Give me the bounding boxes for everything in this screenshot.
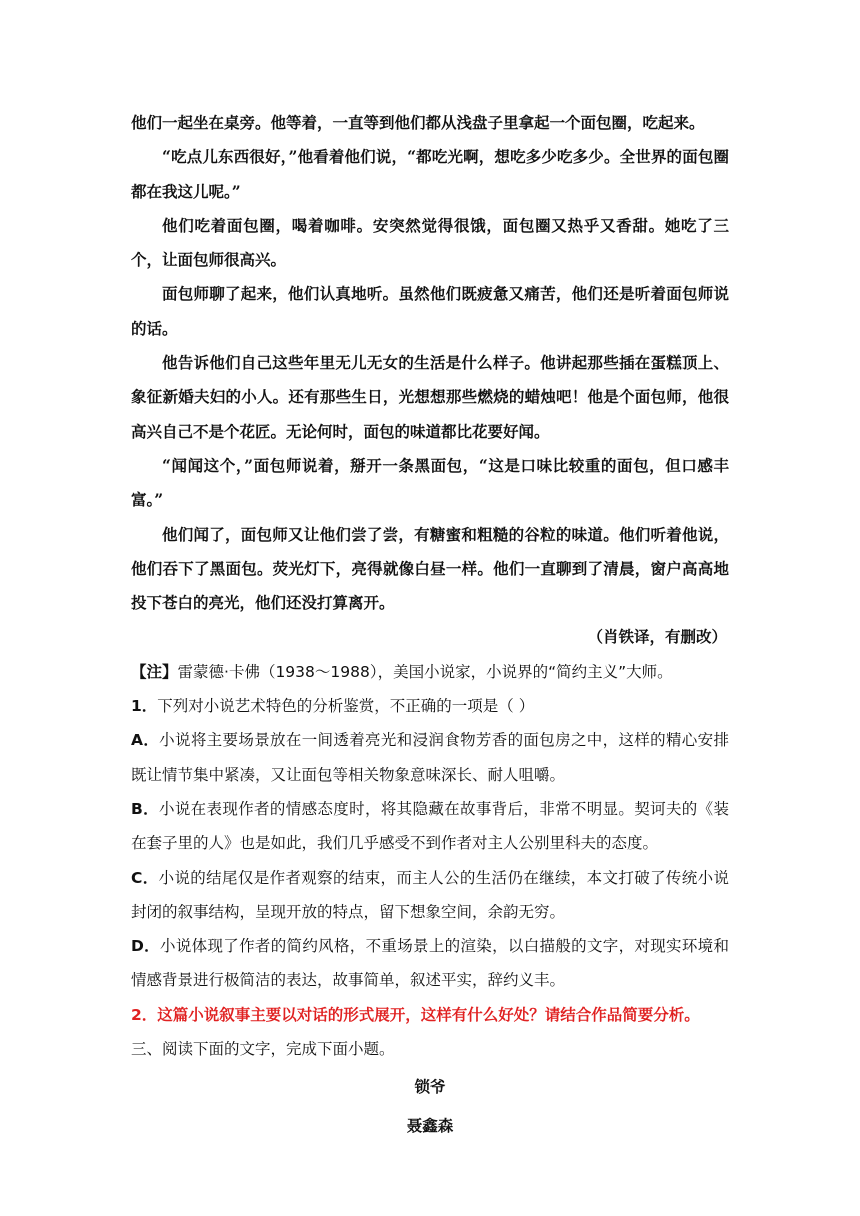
question-2: 2．这篇小说叙事主要以对话的形式展开，这样有什么好处？请结合作品简要分析。 [131, 1005, 700, 1024]
note-label: 【注】 [131, 662, 178, 681]
question-1-option-b [131, 792, 729, 861]
question-1-stem: 1．下列对小说艺术特色的分析鉴赏，不正确的一项是（ ） [131, 697, 535, 716]
option-text: 小说将主要场景放在一间透着亮光和浸润食物芳香的面包房之中，这样的精心安排既让情节集中紧凑，又让面包等相关物象意味深长、耐人咀嚼。 [131, 731, 729, 784]
story-paragraph-1: 他们一起坐在桌旁。他等着，一直等到他们都从浅盘子里拿起一个面包圈，吃起来。 [131, 113, 705, 132]
question-1-option-d [131, 929, 729, 998]
option-label: B． [131, 799, 159, 818]
option-label: C． [131, 868, 159, 887]
option-label: D． [131, 937, 160, 956]
question-1-number: 1． [131, 697, 158, 716]
question-1-option-a [131, 723, 729, 792]
note-text: 雷蒙德·卡佛（1938～1988），美国小说家，小说界的“简约主义”大师。 [177, 662, 673, 681]
option-text: 小说的结尾仅是作者观察的结束，而主人公的生活仍在继续，本文打破了传统小说封闭的叙事结构，呈现开放的特点，留下想象空间，余韵无穷。 [131, 868, 729, 921]
author-note [131, 655, 729, 689]
story-author: 聂鑫森 [406, 1115, 454, 1135]
story-paragraph-2: “吃点儿东西很好，”他看着他们说，“都吃光啊，想吃多少吃多少。全世界的面包圈都在我这儿呢。” [131, 147, 729, 201]
story-paragraph-5: 他告诉他们自己这些年里无儿无女的生活是什么样子。他讲起那些插在蛋糕顶上、象征新婚夫妇的小人。还有那些生日，光想想那些燃烧的蜡烛吧！他是个面包师，他很高兴自己不是个花匠。无论何时，面包的味道都比花要好闻。 [131, 353, 729, 441]
translation-attribution: （肖铁译，有删改） [587, 627, 727, 647]
story-title: 锁爷 [414, 1077, 446, 1097]
story-paragraph-6: “闻闻这个，”面包师说着，掰开一条黑面包，“这是口味比较重的面包，但口感丰富。” [131, 455, 729, 510]
option-text: 小说在表现作者的情感态度时，将其隐藏在故事背后，非常不明显。契诃夫的《装在套子里的人》也是如此，我们几乎感受不到作者对主人公别里科夫的态度。 [131, 799, 729, 853]
section-3-heading: 三、阅读下面的文字，完成下面小题。 [131, 1040, 395, 1059]
story-paragraph-4: 面包师聊了起来，他们认真地听。虽然他们既疲惫又痛苦，他们还是听着面包师说的话。 [131, 284, 729, 338]
question-1-option-c [131, 861, 729, 930]
option-label: A． [131, 731, 160, 750]
document-body [131, 106, 729, 1143]
story-paragraph-3: 他们吃着面包圈，喝着咖啡。安突然觉得很饿，面包圈又热乎又香甜。她吃了三个，让面包师很高兴。 [131, 215, 729, 270]
option-text: 小说体现了作者的简约风格，不重场景上的渲染，以白描般的文字，对现实环境和情感背景进行极简洁的表达，故事简单，叙述平实，辞约义丰。 [131, 937, 729, 990]
story-paragraph-7: 他们闻了，面包师又让他们尝了尝，有糖蜜和粗糙的谷粒的味道。他们听着他说，他们吞下了黑面包。荧光灯下，亮得就像白昼一样。他们一直聊到了清晨，窗户高高地投下苍白的亮光，他们还没打算离开。 [131, 524, 729, 613]
